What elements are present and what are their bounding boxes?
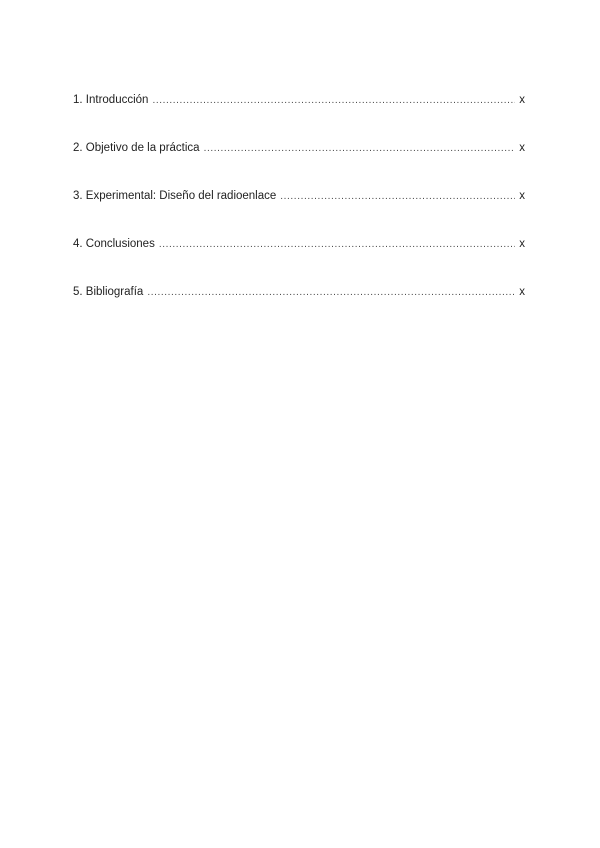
toc-dot-leader — [204, 141, 515, 157]
toc-entry-experimental[interactable] — [73, 188, 525, 204]
toc-entry-page: x — [519, 238, 525, 250]
toc-entry-title: 5. Bibliografía — [73, 286, 144, 298]
toc-entry-bibliografia[interactable] — [73, 284, 525, 300]
toc-entry-page: x — [519, 286, 525, 298]
toc-entry-page: x — [519, 94, 525, 106]
toc-dot-leader — [147, 285, 515, 301]
toc-entry-page: x — [519, 142, 525, 154]
toc-entry-conclusiones[interactable] — [73, 236, 525, 252]
toc-entry-title: 1. Introducción — [73, 94, 149, 106]
table-of-contents — [73, 92, 525, 332]
toc-dot-leader — [280, 189, 515, 205]
toc-entry-page: x — [519, 190, 525, 202]
toc-dot-leader — [159, 237, 515, 253]
toc-entry-title: 4. Conclusiones — [73, 238, 155, 250]
toc-entry-introduccion[interactable] — [73, 92, 525, 108]
toc-entry-title: 2. Objetivo de la práctica — [73, 142, 200, 154]
toc-dot-leader — [152, 93, 515, 109]
toc-entry-title: 3. Experimental: Diseño del radioenlace — [73, 190, 277, 202]
toc-entry-objetivo[interactable] — [73, 140, 525, 156]
